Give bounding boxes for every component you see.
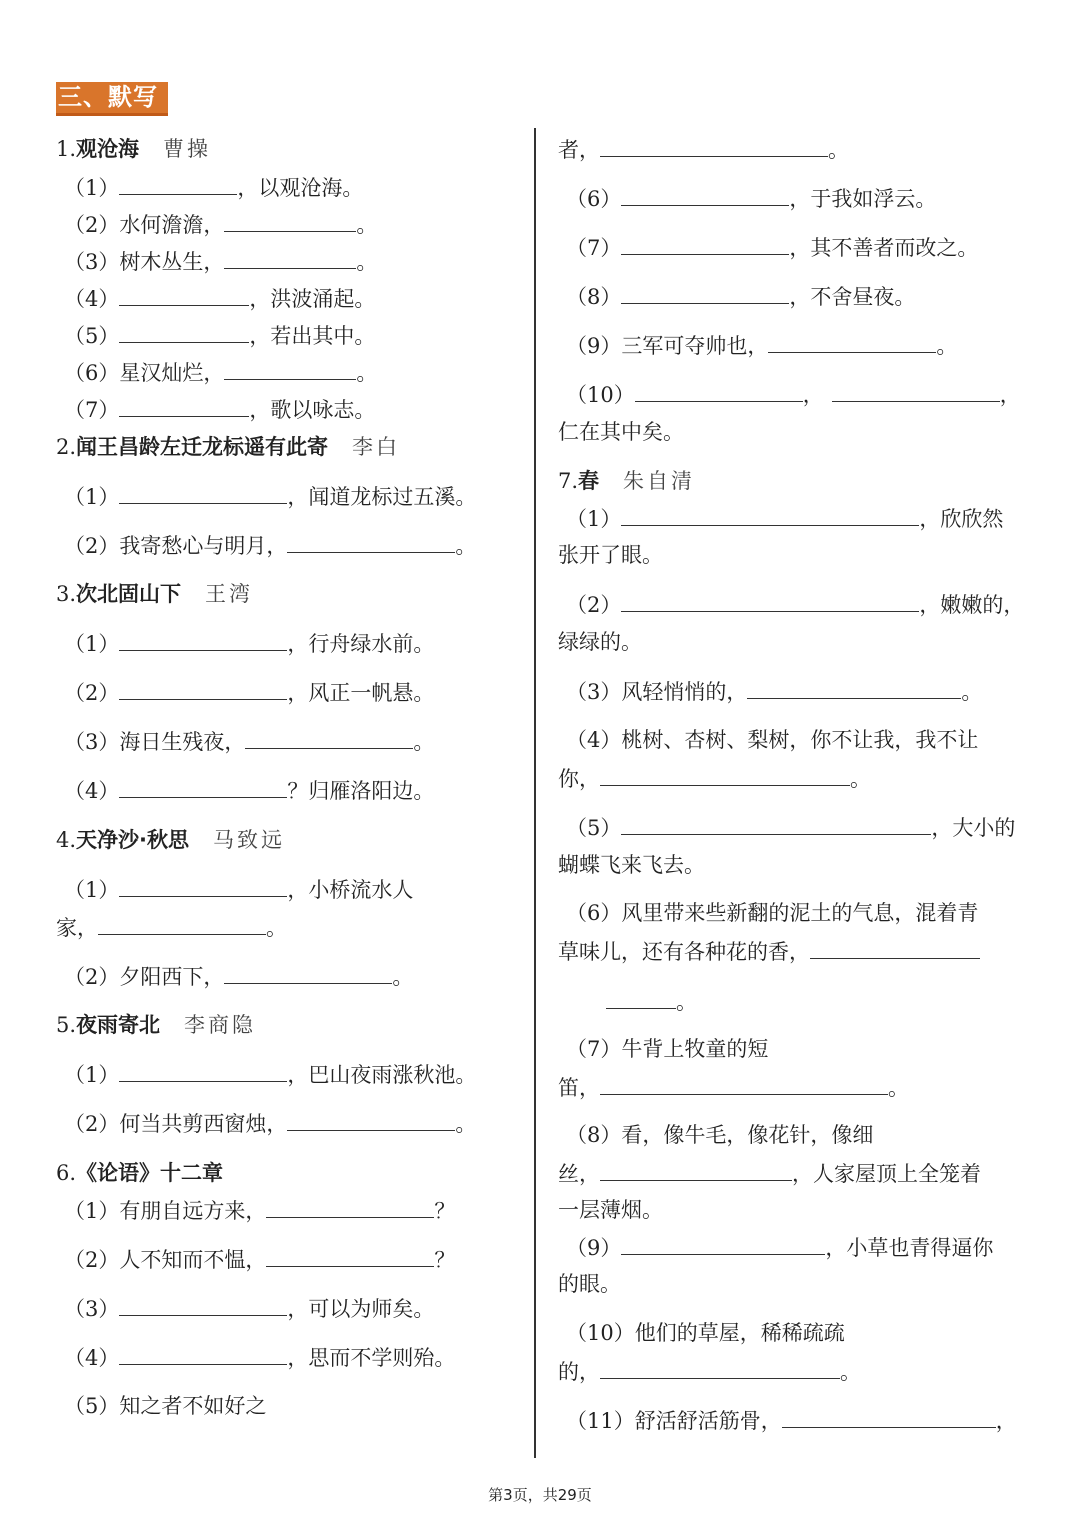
answer-blank[interactable]: [119, 777, 287, 798]
question-line: （2）夕阳西下， 。: [64, 965, 414, 989]
question-line: 绿绿的。: [558, 630, 642, 654]
question-line: 。: [606, 988, 697, 1015]
question-line: （1） ，以观沧海。: [64, 176, 364, 200]
answer-blank[interactable]: [224, 248, 356, 269]
question-line: （3）树木丛生， 。: [64, 250, 378, 274]
question-line: （3）风轻悄悄的， 。: [566, 680, 983, 704]
answer-blank[interactable]: [266, 1197, 434, 1218]
question-line: （2）水何澹澹， 。: [64, 213, 378, 237]
answer-blank[interactable]: [600, 1074, 888, 1095]
answer-blank[interactable]: [287, 1110, 455, 1131]
answer-blank[interactable]: [782, 1407, 996, 1428]
answer-blank[interactable]: [266, 1246, 434, 1267]
question-line: 者， 。: [558, 138, 849, 162]
question-line: 丝， ，人家屋顶上全笼着: [558, 1162, 981, 1186]
question-line: 张开了眼。: [558, 543, 663, 567]
question-line: （1） ，欣欣然: [566, 507, 1004, 531]
answer-blank[interactable]: [119, 1061, 287, 1082]
question-line: 笛， 。: [558, 1076, 909, 1100]
answer-blank[interactable]: [621, 185, 789, 206]
question-line: （6） ，于我如浮云。: [566, 187, 937, 211]
answer-blank[interactable]: [119, 285, 249, 306]
question-line: （2）何当共剪西窗烛， 。: [64, 1112, 477, 1136]
question-line: （2）人不知而不愠， ？: [64, 1248, 456, 1272]
answer-blank[interactable]: [747, 678, 961, 699]
answer-blank[interactable]: [224, 211, 356, 232]
question-line: （2）我寄愁心与明月， 。: [64, 534, 477, 558]
question-line: （9） ，小草也青得逼你: [566, 1236, 994, 1260]
question-line: （5）知之者不如好之: [64, 1394, 267, 1418]
answer-blank[interactable]: [287, 532, 455, 553]
answer-blank[interactable]: [621, 1234, 825, 1255]
poem-title-6: 6.《论语》十二章: [56, 1161, 224, 1185]
answer-blank[interactable]: [606, 988, 676, 1009]
question-line: 草味儿，还有各种花的香，: [558, 938, 980, 965]
question-line: 一层薄烟。: [558, 1198, 663, 1222]
question-line: 你， 。: [558, 767, 871, 791]
question-line: （6）风里带来些新翻的泥土的气息，混着青: [566, 901, 979, 925]
question-line: （7）牛背上牧童的短: [566, 1037, 769, 1061]
question-line: （1） ，闻道龙标过五溪。: [64, 485, 477, 509]
answer-blank[interactable]: [119, 396, 249, 417]
answer-blank[interactable]: [119, 1295, 287, 1316]
answer-blank[interactable]: [635, 381, 803, 402]
question-line: （8） ，不舍昼夜。: [566, 285, 916, 309]
poem-title-5: 5.夜雨寄北 李商隐: [56, 1013, 257, 1037]
question-line: 家， 。: [56, 916, 287, 940]
section-title: 三、默写: [56, 82, 168, 116]
answer-blank[interactable]: [119, 174, 237, 195]
answer-blank[interactable]: [621, 283, 789, 304]
question-line: （2） ，嫩嫩的，: [566, 593, 1025, 617]
answer-blank[interactable]: [832, 381, 1000, 402]
question-line: 的， 。: [558, 1360, 861, 1384]
question-line: （1） ，巴山夜雨涨秋池。: [64, 1063, 477, 1087]
answer-blank[interactable]: [600, 765, 850, 786]
poem-title-4: 4.天净沙·秋思 马致远: [56, 828, 286, 852]
question-line: （4）桃树、杏树、梨树，你不让我，我不让: [566, 728, 979, 752]
question-line: （5） ，大小的: [566, 816, 1016, 840]
answer-blank[interactable]: [224, 963, 392, 984]
question-line: （4） ，洪波涌起。: [64, 287, 376, 311]
question-line: （1） ，行舟绿水前。: [64, 632, 435, 656]
poem-title-7: 7.春 朱自清: [558, 469, 696, 493]
question-line: （3）海日生残夜， 。: [64, 730, 435, 754]
answer-blank[interactable]: [768, 332, 936, 353]
question-line: （6）星汉灿烂， 。: [64, 361, 378, 385]
question-line: （8）看，像牛毛，像花针，像细: [566, 1123, 874, 1147]
question-line: （5） ，若出其中。: [64, 324, 376, 348]
answer-blank[interactable]: [119, 630, 287, 651]
answer-blank[interactable]: [600, 1160, 792, 1181]
answer-blank[interactable]: [119, 876, 287, 897]
question-line: （9）三军可夺帅也， 。: [566, 334, 958, 358]
question-line: 仁在其中矣。: [558, 420, 684, 444]
question-line: （1） ，小桥流水人: [64, 878, 414, 902]
question-line: 蝴蝶飞来飞去。: [558, 853, 705, 877]
page-footer: 第3页，共29页: [488, 1486, 592, 1504]
question-line: （10）他们的草屋，稀稀疏疏: [566, 1321, 845, 1345]
question-line: （2） ，风正一帆悬。: [64, 681, 435, 705]
question-line: （4） ？归雁洛阳边。: [64, 779, 435, 803]
question-line: （11）舒活舒活筋骨， ，: [566, 1409, 1017, 1433]
answer-blank[interactable]: [119, 1344, 287, 1365]
poem-title-3: 3.次北固山下 王湾: [56, 582, 254, 606]
question-line: （1）有朋自远方来， ？: [64, 1199, 456, 1223]
question-line: （7） ，其不善者而改之。: [566, 236, 979, 260]
answer-blank[interactable]: [119, 679, 287, 700]
poem-title-2: 2.闻王昌龄左迁龙标遥有此寄 李白: [56, 435, 401, 459]
answer-blank[interactable]: [600, 136, 828, 157]
answer-blank[interactable]: [621, 505, 919, 526]
answer-blank[interactable]: [98, 914, 266, 935]
answer-blank[interactable]: [810, 938, 980, 959]
answer-blank[interactable]: [621, 591, 919, 612]
column-divider: [534, 128, 536, 1458]
answer-blank[interactable]: [245, 728, 413, 749]
answer-blank[interactable]: [621, 814, 931, 835]
poem-title-1: 1.观沧海 曹操: [56, 137, 212, 161]
answer-blank[interactable]: [119, 483, 287, 504]
question-line: （4） ，思而不学则殆。: [64, 1346, 456, 1370]
answer-blank[interactable]: [119, 322, 249, 343]
question-line: （3） ，可以为师矣。: [64, 1297, 435, 1321]
question-line: （10） ， ，: [566, 383, 1021, 407]
question-line: 的眼。: [558, 1272, 621, 1296]
answer-blank[interactable]: [621, 234, 789, 255]
answer-blank[interactable]: [600, 1358, 840, 1379]
answer-blank[interactable]: [224, 359, 356, 380]
question-line: （7） ，歌以咏志。: [64, 398, 376, 422]
